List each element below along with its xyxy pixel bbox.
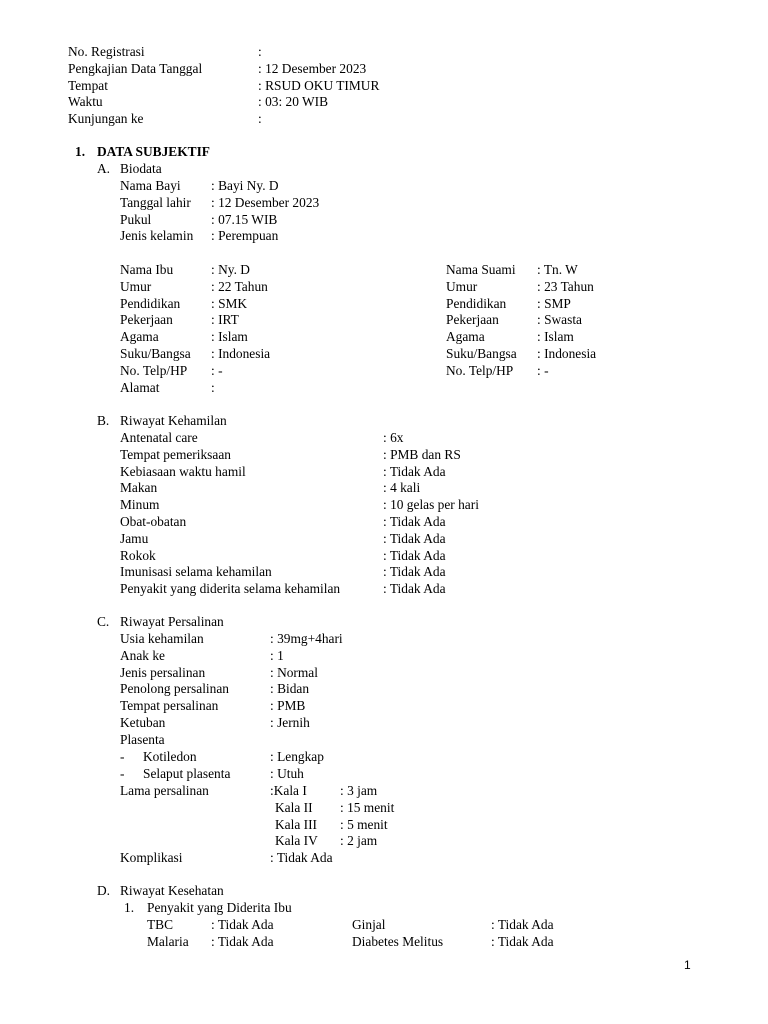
baby-field-value: : Perempuan [211, 228, 279, 244]
placenta-field-value: : Utuh [270, 765, 304, 781]
list-dash: - [120, 765, 125, 781]
section-number: 1. [75, 144, 86, 159]
stage-duration: : 2 jam [340, 833, 378, 849]
disease-value: : Tidak Ada [491, 917, 554, 932]
stage-label: Kala III [275, 816, 318, 832]
pregnancy-field-label: Obat-obatan [120, 514, 187, 529]
labor-field-label: Penolong persalinan [120, 681, 229, 697]
baby-field-value: : Bayi Ny. D [211, 178, 279, 193]
list-number: 1. [124, 900, 135, 915]
pregnancy-field-label: Jamu [120, 530, 149, 546]
disease-label: Diabetes Melitus [352, 933, 444, 949]
labor-field-label: Jenis persalinan [120, 664, 206, 680]
pregnancy-field-label: Makan [120, 480, 158, 496]
husband-field-value: : Islam [537, 329, 574, 345]
pregnancy-field-label: Tempat pemeriksaan [120, 446, 231, 462]
pregnancy-field-label: Kebiasaan waktu hamil [120, 463, 246, 479]
header-value: : 03: 20 WIB [258, 94, 329, 110]
mother-field-value: : Islam [211, 329, 248, 345]
mother-field-label: Umur [120, 278, 152, 294]
baby-field-value: : 07.15 WIB [211, 211, 278, 227]
stage-duration: : 5 menit [340, 816, 388, 832]
subsection-marker: C. [97, 614, 110, 629]
baby-field-label: Tanggal lahir [120, 194, 191, 210]
husband-field-label: Umur [446, 278, 478, 294]
placenta-label: Plasenta [120, 732, 165, 747]
header-label: Waktu [68, 94, 103, 110]
header-label: Kunjungan ke [68, 111, 144, 127]
stage-duration: : 3 jam [340, 783, 378, 798]
disease-label: Malaria [147, 933, 189, 949]
mother-field-label: Agama [120, 329, 159, 345]
baby-field-label: Nama Bayi [120, 178, 181, 193]
list-dash: - [120, 749, 125, 764]
subsection-marker: A. [97, 161, 111, 176]
pregnancy-field-label: Minum [120, 497, 160, 513]
subsection-title: Biodata [120, 161, 162, 176]
husband-field-label: Pendidikan [446, 295, 507, 311]
mother-field-label: Pekerjaan [120, 312, 173, 328]
page-number: 1 [684, 958, 691, 972]
pregnancy-field-value: : Tidak Ada [383, 530, 446, 546]
disease-label: TBC [147, 917, 174, 932]
disease-value: : Tidak Ada [211, 917, 274, 932]
subsection-marker: B. [97, 413, 110, 428]
disease-value: : Tidak Ada [491, 933, 554, 949]
header-label: Pengkajian Data Tanggal [68, 60, 203, 76]
labor-field-value: : PMB [270, 698, 306, 714]
mother-field-label: Suku/Bangsa [120, 346, 191, 361]
baby-field-label: Jenis kelamin [120, 228, 194, 244]
mother-field-label: Alamat [120, 379, 160, 395]
labor-field-label: Tempat persalinan [120, 698, 219, 714]
pregnancy-field-value: : Tidak Ada [383, 547, 446, 563]
pregnancy-field-label: Imunisasi selama kehamilan [120, 564, 272, 580]
baby-field-value: : 12 Desember 2023 [211, 194, 320, 210]
husband-field-value: : Swasta [537, 312, 583, 328]
pregnancy-field-value: : Tidak Ada [383, 581, 446, 597]
pregnancy-field-value: : Tidak Ada [383, 514, 446, 529]
mother-field-label: Nama Ibu [120, 262, 174, 277]
section-title: DATA SUBJEKTIF [97, 144, 210, 159]
mother-field-value: : [211, 379, 215, 395]
stage-duration: : 15 menit [340, 799, 395, 815]
pregnancy-field-value: : 6x [383, 430, 404, 445]
header-value: : RSUD OKU TIMUR [258, 77, 380, 93]
header-value: : [258, 111, 262, 127]
mother-field-value: : 22 Tahun [211, 278, 268, 294]
husband-field-label: Pekerjaan [446, 312, 499, 328]
pregnancy-field-value: : Tidak Ada [383, 564, 446, 580]
subsection-title: Riwayat Kesehatan [120, 883, 224, 898]
pregnancy-field-label: Rokok [120, 547, 156, 563]
pregnancy-field-value: : 10 gelas per hari [383, 497, 479, 513]
placenta-field-value: : Lengkap [270, 749, 324, 764]
stage-label: Kala IV [275, 833, 318, 849]
mother-field-label: No. Telp/HP [120, 362, 188, 378]
mother-field-value: : Ny. D [211, 262, 250, 277]
husband-field-label: Suku/Bangsa [446, 346, 517, 361]
subsection-title: Riwayat Kehamilan [120, 413, 227, 428]
husband-field-value: : - [537, 362, 549, 378]
labor-field-value: : Normal [270, 664, 318, 680]
labor-field-value: : Bidan [270, 681, 310, 697]
husband-field-value: : Indonesia [537, 346, 597, 361]
labor-field-label: Ketuban [120, 715, 166, 730]
header-value: : 12 Desember 2023 [258, 60, 367, 76]
disease-value: : Tidak Ada [211, 933, 274, 949]
husband-field-label: Agama [446, 329, 485, 345]
husband-field-value: : SMP [537, 295, 571, 311]
subsection-title: Riwayat Persalinan [120, 614, 224, 629]
labor-field-value: : 39mg+4hari [270, 631, 343, 646]
labor-field-label: Anak ke [120, 647, 165, 663]
husband-field-label: Nama Suami [446, 262, 516, 277]
pregnancy-field-value: : 4 kali [383, 480, 421, 496]
labor-field-value: : 1 [270, 647, 284, 663]
disease-label: Ginjal [352, 917, 386, 932]
complication-label: Komplikasi [120, 850, 183, 865]
pregnancy-field-value: : Tidak Ada [383, 463, 446, 479]
pregnancy-field-value: : PMB dan RS [383, 446, 461, 462]
header-label: Tempat [68, 77, 108, 93]
placenta-field-label: Kotiledon [143, 749, 197, 764]
labor-field-value: : Jernih [270, 715, 310, 730]
pregnancy-field-label: Antenatal care [120, 430, 198, 445]
labor-duration-label: Lama persalinan [120, 783, 209, 798]
labor-field-label: Usia kehamilan [120, 631, 204, 646]
mother-field-value: : - [211, 362, 223, 378]
subsection-marker: D. [97, 883, 111, 898]
complication-value: : Tidak Ada [270, 850, 333, 865]
mother-field-value: : SMK [211, 295, 248, 311]
placenta-field-label: Selaput plasenta [143, 765, 231, 781]
stage-label: Kala II [275, 799, 313, 815]
list-title: Penyakit yang Diderita Ibu [147, 900, 292, 915]
husband-field-value: : 23 Tahun [537, 278, 594, 294]
husband-field-label: No. Telp/HP [446, 362, 514, 378]
header-value: : [258, 44, 262, 59]
mother-field-value: : Indonesia [211, 346, 271, 361]
header-label: No. Registrasi [68, 44, 145, 59]
pregnancy-field-label: Penyakit yang diderita selama kehamilan [120, 581, 341, 597]
mother-field-value: : IRT [211, 312, 239, 328]
husband-field-value: : Tn. W [537, 262, 578, 277]
mother-field-label: Pendidikan [120, 295, 181, 311]
stage-label: :Kala I [270, 783, 307, 798]
baby-field-label: Pukul [120, 211, 152, 227]
